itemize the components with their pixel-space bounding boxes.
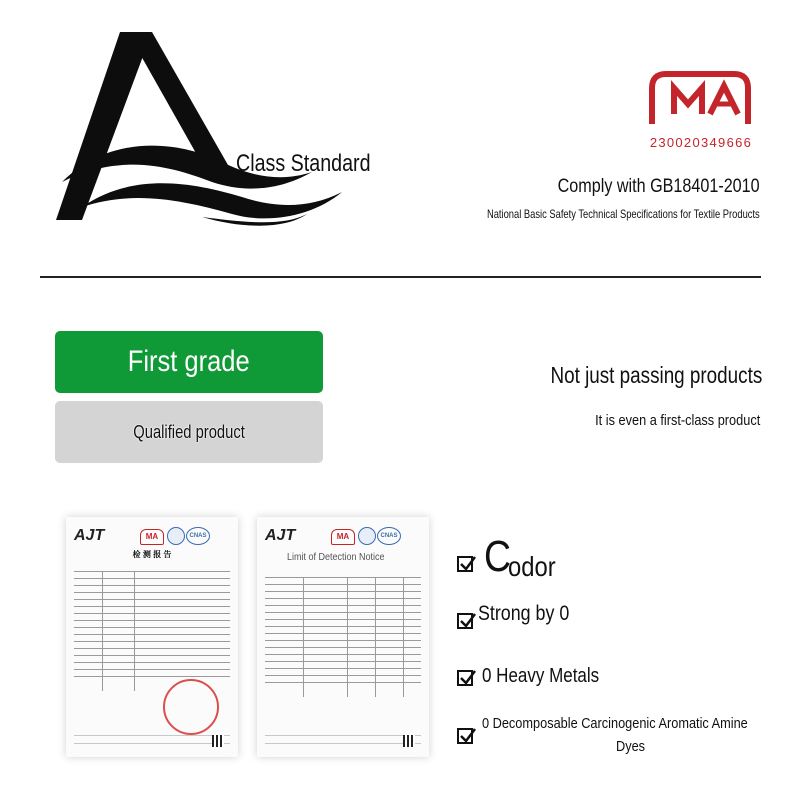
report-table: [265, 577, 421, 697]
test-report-image: [66, 517, 238, 757]
checkbox-checked-icon: [457, 613, 473, 629]
first-grade-badge: [55, 331, 323, 393]
report-title: 检 测 报 告: [132, 550, 172, 559]
divider: [40, 276, 761, 278]
standard-comply-text: Comply with GB18401-2010: [558, 176, 760, 197]
logo-caption: Class Standard: [236, 150, 371, 177]
checklist-item-big-letter: C: [484, 532, 512, 581]
certificate-number: 230020349666: [649, 135, 753, 150]
qr-code-icon: [403, 735, 415, 747]
cma-mark: [644, 70, 756, 130]
limit-of-detection-label: Limit of Detection Notice: [287, 552, 385, 563]
ilac-badge-icon: [167, 527, 185, 545]
tagline-subline: It is even a first-class product: [594, 412, 760, 429]
qr-code-icon: [212, 735, 224, 747]
first-grade-label: First grade: [128, 345, 250, 378]
checklist-item-label-continued: Dyes: [616, 738, 646, 755]
checkbox-checked-icon: [457, 728, 473, 744]
cnas-badge-icon: CNAS: [186, 527, 210, 545]
tagline-headline: Not just passing products: [550, 362, 762, 388]
report-brand: AJT: [265, 527, 296, 544]
checkbox-checked-icon: [457, 670, 473, 686]
checklist-item-label: odor: [508, 551, 556, 582]
cma-text: MA: [644, 70, 646, 71]
red-seal-stamp: [163, 679, 219, 735]
checklist-item-label: Strong by 0: [478, 602, 570, 625]
test-report-image: [257, 517, 429, 757]
letter-a-wave-logo: [52, 32, 372, 232]
standard-description: National Basic Safety Technical Specifications for Textile Products: [487, 207, 760, 221]
cma-badge-icon: MA: [140, 529, 164, 545]
cnas-badge-icon: CNAS: [377, 527, 401, 545]
checklist-item-label: 0 Decomposable Carcinogenic Aromatic Amine: [482, 715, 748, 732]
qualified-product-badge: [55, 401, 323, 463]
checklist-item-label: 0 Heavy Metals: [482, 665, 600, 687]
ilac-badge-icon: [358, 527, 376, 545]
checkbox-checked-icon: [457, 556, 473, 572]
cma-badge-icon: MA: [331, 529, 355, 545]
report-brand: AJT: [74, 527, 105, 544]
qualified-product-label: Qualified product: [133, 421, 245, 442]
report-table: [74, 571, 230, 691]
